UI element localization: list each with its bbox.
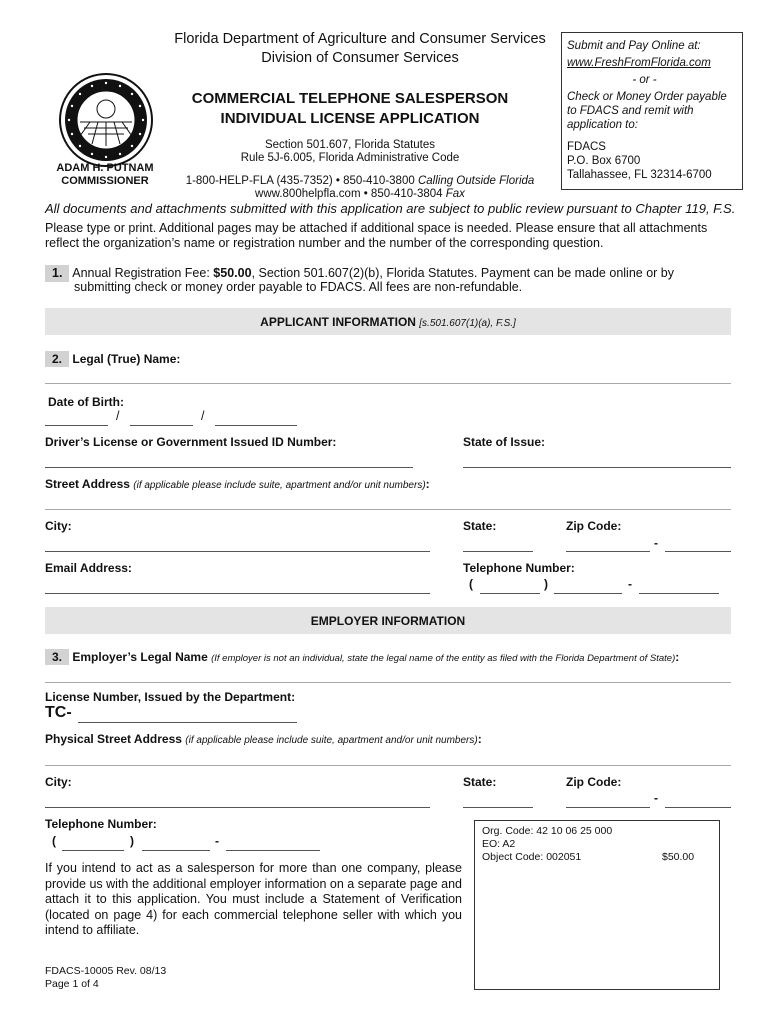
web-fax: www.800helpfla.com • 850-410-3804 [255,188,443,200]
street-address-field[interactable] [45,509,731,510]
physical-colon: : [477,732,482,746]
outside-florida-label: Calling Outside Florida [417,175,535,187]
fax-label: Fax [445,188,465,200]
office-amount: $50.00 [662,851,695,863]
employer-state-label: State: [463,775,497,789]
employer-phone-prefix-field[interactable] [142,850,210,851]
legal-name-field[interactable] [45,383,731,384]
page-number: Page 1 of 4 [45,978,99,990]
applicant-statute-ref: [s.501.607(1)(a), F.S.] [419,318,516,329]
web-fax-line [160,187,560,201]
form-title-line1: COMMERCIAL TELEPHONE SALESPERSON [191,90,509,107]
q3-number: 3. [45,649,69,665]
form-number: FDACS-10005 Rev. 08/13 [45,965,167,977]
applicant-info-header [45,308,731,335]
commissioner-name: ADAM H. PUTNAM [56,162,154,174]
physical-address-label [45,732,482,746]
employer-legal-name-note: (If employer is not an individual, state the legal name of the entity as filed with the Florida Department of State) [211,653,676,664]
dob-slash-1: / [116,409,120,423]
area-code-field[interactable] [480,593,540,594]
dob-day-field[interactable] [130,425,193,426]
mail-address-line2: P.O. Box 6700 [567,155,641,167]
fee-label: Annual Registration Fee: [72,266,214,280]
fresh-from-florida-link[interactable]: www.FreshFromFlorida.com [567,57,711,69]
employer-zip-dash: - [654,791,658,805]
city-label: City: [45,519,72,533]
employer-heading: EMPLOYER INFORMATION [310,614,466,628]
rule-ref: Rule 5J-6.005, Florida Administrative Code [240,152,460,164]
phone-numbers: 1-800-HELP-FLA (435-7352) • 850-410-3800 [185,175,415,187]
phone-dash: - [628,577,632,591]
mail-address-line3: Tallahassee, FL 32314-6700 [567,169,712,181]
dob-month-field[interactable] [45,425,108,426]
statute-ref: Section 501.607, Florida Statutes [264,139,436,151]
dob-year-field[interactable] [215,425,297,426]
dob-label: Date of Birth: [48,395,124,409]
state-of-issue-field[interactable] [463,467,731,468]
applicant-heading: APPLICANT INFORMATION [260,315,416,329]
office-use-box [474,820,720,990]
payment-info-box [561,32,743,190]
employer-state-field[interactable] [463,807,533,808]
zip-field[interactable] [566,551,650,552]
zip-label: Zip Code: [566,519,622,533]
street-address-note: (if applicable please include suite, apartment and/or unit numbers) [133,480,426,491]
org-code: Org. Code: 42 10 06 25 000 [482,825,613,837]
commissioner-title: COMMISSIONER [61,175,149,187]
employer-zip-label: Zip Code: [566,775,622,789]
state-field[interactable] [463,551,533,552]
employer-zip-ext-field[interactable] [665,807,731,808]
pay-online-label: Submit and Pay Online at: [567,40,701,52]
fee-text: , Section 501.607(2)(b), Florida Statutes. Payment can be made online or by [251,266,674,280]
physical-address-text: Physical Street Address [45,732,182,746]
street-address-text: Street Address [45,477,130,491]
employer-legal-name-label [45,649,735,665]
fee-text-2: submitting check or money order payable to FDACS. All fees are non-refundable. [74,280,523,294]
check-instructions: Check or Money Order payable to FDACS and remit with application to: [567,91,727,131]
eo-code: EO: A2 [482,838,516,850]
phone-line-field[interactable] [639,593,719,594]
license-number-label: License Number, Issued by the Department: [45,690,296,704]
multiple-employer-note: If you intend to act as a salesperson for more than one company, please provide us with the additional employer information on a separate page and attach it to this application. You must include a Statement of Verification (located on page 4) for each commercial telephone seller with which you intend to affiliate. [45,861,462,937]
drivers-license-field[interactable] [45,467,413,468]
employer-colon: : [675,650,680,664]
state-label: State: [463,519,497,533]
city-field[interactable] [45,551,430,552]
state-of-issue-label: State of Issue: [463,435,546,449]
division-name: Division of Consumer Services [261,50,459,66]
employer-city-label: City: [45,775,72,789]
phone-prefix-field[interactable] [554,593,622,594]
phone-paren-open: ( [469,577,473,591]
employer-phone-line-field[interactable] [226,850,320,851]
license-number-field[interactable] [78,722,297,723]
employer-legal-name-text: Employer’s Legal Name [72,650,208,664]
employer-zip-field[interactable] [566,807,650,808]
email-label: Email Address: [45,561,132,575]
phone-paren-close: ) [544,577,548,591]
street-address-label [45,477,430,491]
department-seal [58,72,154,168]
instructions: Please type or print. Additional pages may be attached if additional space is needed. Please ensure that all attachments reflect the organization’s name or registration number and the number of the corresponding question. [45,221,708,250]
section-1-number: 1. [45,265,69,282]
employer-area-code-field[interactable] [62,850,124,851]
legal-name-label [45,351,180,367]
or-separator: - or - [632,74,657,86]
agency-name: Florida Department of Agriculture and Consumer Services [174,31,546,47]
employer-paren-open: ( [52,834,56,848]
mail-address-line1: FDACS [567,141,606,153]
zip-ext-field[interactable] [665,551,731,552]
employer-paren-close: ) [130,834,134,848]
public-review-notice: All documents and attachments submitted with this application are subject to public review pursuant to Chapter 119, F.S. [45,201,736,216]
employer-legal-name-field[interactable] [45,682,731,683]
employer-info-header [45,607,731,634]
form-title-line2: INDIVIDUAL LICENSE APPLICATION [220,110,480,127]
object-code: Object Code: 002051 [482,851,582,863]
zip-dash: - [654,536,658,550]
drivers-license-label: Driver’s License or Government Issued ID Number: [45,435,337,449]
fee-amount: $50.00 [213,266,252,280]
street-colon: : [425,477,430,491]
physical-address-note: (if applicable please include suite, apartment and/or unit numbers) [185,735,478,746]
dob-slash-2: / [201,409,205,423]
email-field[interactable] [45,593,430,594]
physical-address-field[interactable] [45,765,731,766]
employer-phone-dash: - [215,834,219,848]
phone-line [160,174,560,188]
employer-city-field[interactable] [45,807,430,808]
employer-telephone-label: Telephone Number: [45,817,157,831]
q2-number: 2. [45,351,69,367]
legal-name-text: Legal (True) Name: [72,352,181,366]
telephone-label: Telephone Number: [463,561,575,575]
tc-prefix: TC- [45,704,72,721]
